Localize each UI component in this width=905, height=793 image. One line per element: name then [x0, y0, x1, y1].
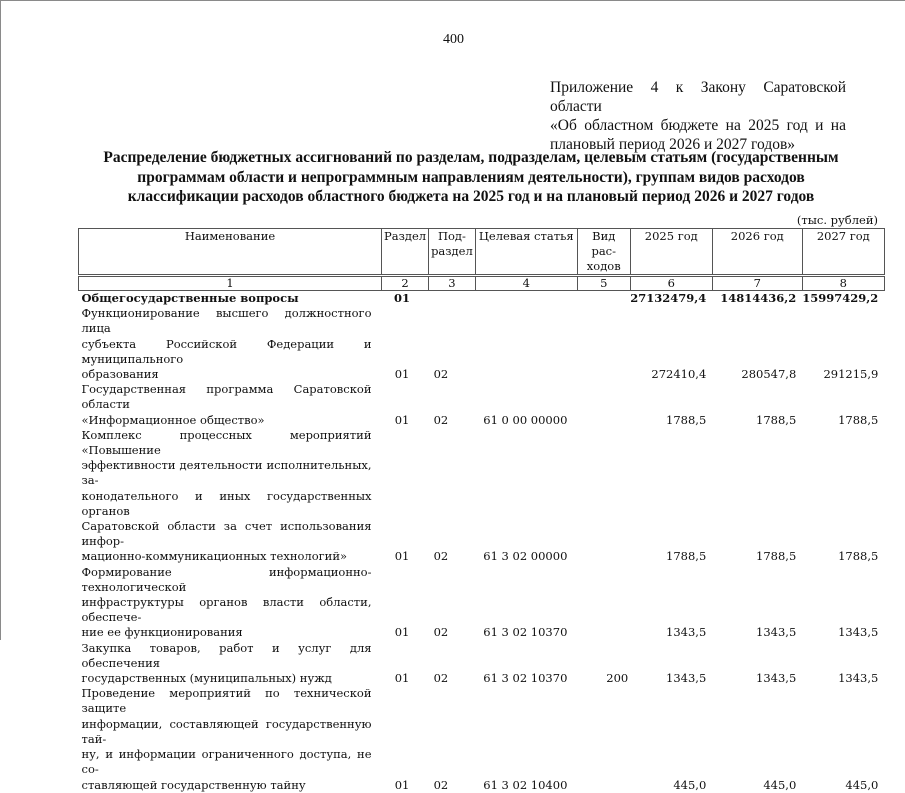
row-name-line: ние ее функционирования — [81, 625, 243, 640]
table-row — [79, 382, 885, 428]
row-amount-2027: 1788,5 — [838, 412, 879, 427]
table-row — [79, 306, 885, 382]
row-name — [79, 306, 382, 382]
header-kind — [577, 229, 630, 276]
column-number-row — [79, 276, 885, 291]
table-row — [79, 641, 885, 687]
header-section: Раздел — [382, 229, 429, 276]
row-subsection: 02 — [433, 625, 449, 640]
row-section: 01 — [394, 777, 410, 792]
column-number: 6 — [630, 276, 712, 291]
row-section: 01 — [394, 412, 410, 427]
row-expense-kind — [577, 382, 630, 428]
header-2026: 2026 год — [712, 229, 802, 276]
row-amount-2025: 1788,5 — [666, 412, 707, 427]
row-expense-kind: 200 — [606, 671, 629, 686]
row-name-line: эффективности деятельности исполнительных, за- — [81, 458, 372, 488]
header-2025: 2025 год — [630, 229, 712, 276]
row-target-article: 61 0 00 00000 — [483, 412, 568, 427]
row-target-article: 61 3 02 10370 — [483, 625, 568, 640]
row-section: 01 — [394, 671, 410, 686]
column-number: 2 — [382, 276, 429, 291]
appendix-line: плановый период 2026 и 2027 годов» — [550, 136, 796, 153]
appendix-line: Приложение 4 к Закону Саратовской области — [550, 79, 846, 115]
row-name-line: «Информационное общество» — [81, 412, 265, 427]
row-target-article: 61 3 02 10370 — [483, 671, 568, 686]
row-name-line: Саратовской области за счет использования инфор- — [81, 519, 372, 549]
row-expense-kind — [577, 565, 630, 641]
row-name-line: Комплекс процессных мероприятий «Повышение — [81, 427, 372, 458]
row-amount-2025: 1788,5 — [666, 549, 707, 564]
units-label: (тыс. рублей) — [796, 213, 878, 227]
row-name — [79, 428, 382, 565]
row-amount-2026: 1788,5 — [756, 412, 797, 427]
row-amount-2025: 1343,5 — [666, 625, 707, 640]
row-name-line: образования — [81, 367, 159, 382]
row-name-line: Закупка товаров, работ и услуг для обеспечения — [81, 640, 372, 670]
row-name-line: государственных (муниципальных) нужд — [81, 671, 332, 686]
row-amount-2026: 14814436,2 — [720, 291, 797, 305]
header-kind-line: Вид рас- — [591, 229, 617, 258]
header-subsection — [429, 229, 476, 276]
row-amount-2025: 1343,5 — [666, 671, 707, 686]
row-amount-2027: 1343,5 — [838, 625, 879, 640]
row-amount-2025: 27132479,4 — [630, 291, 707, 305]
row-amount-2026: 445,0 — [763, 777, 797, 792]
row-subsection: 02 — [433, 412, 449, 427]
appendix-line: «Об областном бюджете на 2025 год и на — [550, 117, 846, 134]
column-number: 1 — [79, 276, 382, 291]
row-target-article: 61 3 02 00000 — [483, 549, 568, 564]
row-name — [79, 291, 382, 307]
row-section: 01 — [394, 291, 411, 305]
row-name-line: инфраструктуры органов власти области, обеспече- — [81, 595, 372, 625]
row-section: 01 — [394, 549, 410, 564]
title-line: классификации расходов областного бюджета на 2025 год и на плановый период 2026 и 2027 годов — [127, 188, 815, 205]
row-section: 01 — [394, 367, 410, 382]
row-name-line: Проведение мероприятий по технической защите — [81, 686, 372, 716]
row-amount-2025: 272410,4 — [651, 367, 707, 382]
row-name-line: конодательного и иных государственных органов — [81, 488, 372, 518]
row-expense-kind — [577, 306, 630, 382]
row-subsection — [429, 291, 476, 307]
row-amount-2026: 1788,5 — [756, 549, 797, 564]
row-name-line: Общегосударственные вопросы — [81, 291, 299, 305]
table-row — [79, 291, 885, 307]
row-name — [79, 565, 382, 641]
header-name: Наименование — [79, 229, 382, 276]
row-subsection: 02 — [433, 367, 449, 382]
row-expense-kind — [577, 428, 630, 565]
row-amount-2026: 280547,8 — [741, 367, 797, 382]
row-name-line: мационно-коммуникационных технологий» — [81, 549, 348, 564]
document-title — [91, 148, 851, 207]
row-section: 01 — [394, 625, 410, 640]
column-number: 7 — [712, 276, 802, 291]
row-subsection: 02 — [433, 671, 449, 686]
row-name-line: Функционирование высшего должностного лица — [81, 306, 372, 336]
table-row — [79, 428, 885, 565]
row-subsection: 02 — [433, 549, 449, 564]
column-number: 5 — [577, 276, 630, 291]
row-name-line: Формирование информационно-технологической — [81, 564, 372, 594]
header-2027: 2027 год — [802, 229, 884, 276]
row-name-line: ставляющей государственную тайну — [81, 777, 306, 792]
row-amount-2027: 1788,5 — [838, 549, 879, 564]
row-name-line: информации, составляющей государственную тай- — [81, 716, 372, 746]
row-amount-2026: 1343,5 — [756, 671, 797, 686]
row-amount-2027: 1343,5 — [838, 671, 879, 686]
row-expense-kind — [577, 291, 630, 307]
title-line: программам области и непрограммным направлениям деятельности), группам видов расходов — [137, 168, 805, 186]
table-header-row — [79, 229, 885, 276]
table-row — [79, 686, 885, 792]
row-amount-2025: 445,0 — [673, 777, 707, 792]
header-subsection-line: раздел — [431, 244, 473, 258]
row-amount-2027: 15997429,2 — [802, 291, 879, 305]
row-expense-kind — [577, 686, 630, 792]
appendix-caption — [550, 78, 846, 154]
row-name-line: Государственная программа Саратовской области — [81, 382, 372, 412]
page-number: 400 — [443, 32, 464, 47]
row-amount-2027: 445,0 — [845, 777, 879, 792]
row-target-article — [475, 291, 577, 307]
header-kind-line: ходов — [586, 259, 621, 273]
title-line: Распределение бюджетных ассигнований по разделам, подразделам, целевым статьям (государственным — [103, 149, 839, 166]
row-target-article — [475, 306, 577, 382]
row-amount-2027: 291215,9 — [823, 367, 879, 382]
column-number: 3 — [429, 276, 476, 291]
row-name-line: субъекта Российской Федерации и муниципального — [81, 336, 372, 366]
row-target-article: 61 3 02 10400 — [483, 777, 568, 792]
table-row — [79, 565, 885, 641]
row-name-line: ну, и информации ограниченного доступа, не со- — [81, 747, 372, 777]
column-number: 4 — [475, 276, 577, 291]
budget-table — [78, 228, 885, 793]
row-name — [79, 382, 382, 428]
row-name — [79, 686, 382, 792]
row-amount-2026: 1343,5 — [756, 625, 797, 640]
table-body — [79, 291, 885, 793]
row-subsection: 02 — [433, 777, 449, 792]
column-number: 8 — [802, 276, 884, 291]
header-subsection-line: Под- — [437, 229, 466, 243]
header-target: Целевая статья — [475, 229, 577, 276]
row-name — [79, 641, 382, 687]
